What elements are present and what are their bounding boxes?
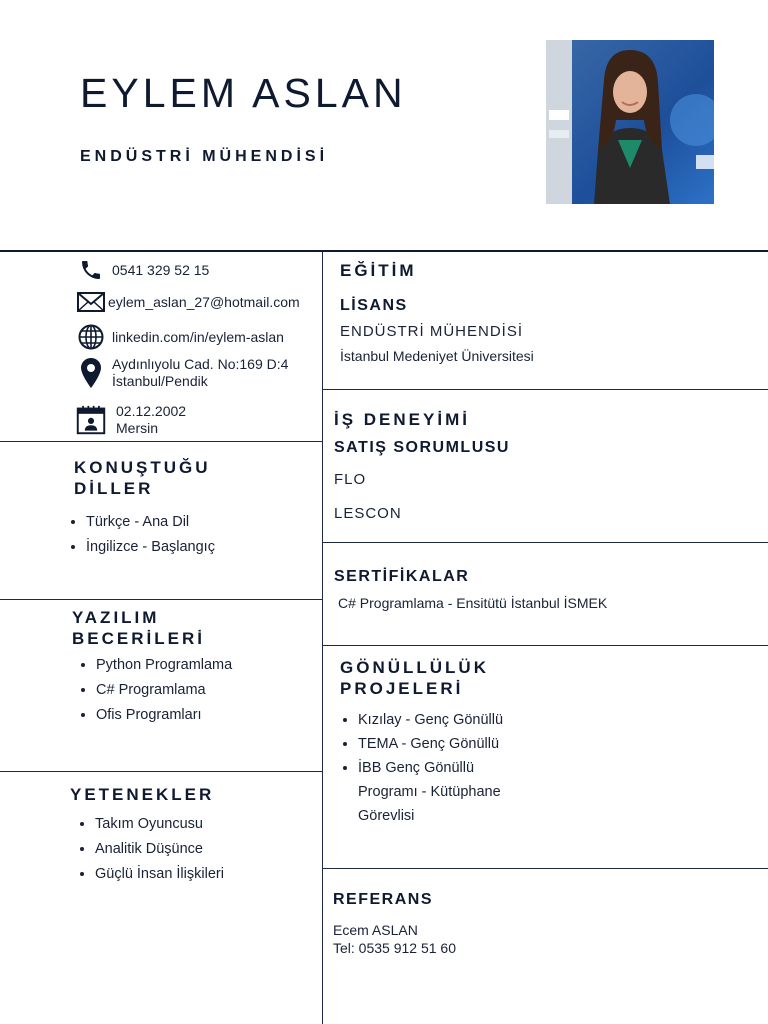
- software-title: [72, 607, 205, 649]
- volunteer-list: [340, 708, 528, 828]
- divider-certificates: [322, 645, 768, 646]
- volunteer-title-line1: GÖNÜLLÜLÜK: [340, 658, 489, 677]
- contact-linkedin[interactable]: [76, 323, 284, 351]
- list-item: • Ofis Programları: [96, 703, 232, 728]
- reference-name: Ecem ASLAN: [333, 922, 418, 938]
- education-school: İstanbul Medeniyet Üniversitesi: [340, 348, 534, 364]
- list-item: • Python Programlama: [96, 653, 232, 678]
- software-list: [78, 653, 232, 728]
- list-item: • İngilizce - Başlangıç: [86, 535, 215, 560]
- list-item: • C# Programlama: [96, 678, 232, 703]
- location-pin-icon: [76, 355, 106, 391]
- software-title-line2: BECERİLERİ: [72, 629, 205, 648]
- languages-title-line2: DİLLER: [74, 479, 154, 498]
- abilities-title: YETENEKLER: [70, 785, 215, 804]
- list-item: • Analitik Düşünce: [95, 837, 224, 862]
- address-text: [112, 356, 288, 390]
- experience-company: LESCON: [334, 505, 402, 522]
- reference-phone: Tel: 0535 912 51 60: [333, 940, 456, 956]
- linkedin-text[interactable]: linkedin.com/in/eylem-aslan: [112, 329, 284, 345]
- languages-title-line1: KONUŞTUĞU: [74, 458, 211, 477]
- contact-address: [76, 355, 288, 391]
- header-divider: [0, 250, 768, 252]
- reference-title: REFERANS: [333, 891, 434, 908]
- software-title-line1: YAZILIM: [72, 608, 160, 627]
- languages-list: [68, 510, 215, 560]
- divider-experience: [322, 542, 768, 543]
- person-name: EYLEM ASLAN: [80, 70, 407, 116]
- phone-text: 0541 329 52 15: [112, 262, 210, 278]
- contact-email[interactable]: [76, 288, 300, 316]
- list-item: • TEMA - Genç Gönüllü: [358, 732, 528, 756]
- email-text[interactable]: eylem_aslan_27@hotmail.com: [108, 294, 300, 310]
- list-item: • Türkçe - Ana Dil: [86, 510, 215, 535]
- abilities-list: [77, 812, 224, 887]
- languages-title: [74, 457, 211, 499]
- divider-volunteer: [322, 868, 768, 869]
- contact-phone: [76, 256, 209, 284]
- divider-contact: [0, 441, 322, 442]
- profile-photo: [546, 40, 714, 204]
- experience-title: İŞ DENEYİMİ: [334, 410, 470, 429]
- calendar-user-icon: [76, 403, 106, 437]
- education-degree: LİSANS: [340, 297, 408, 314]
- divider-languages: [0, 599, 322, 600]
- envelope-icon: [76, 288, 106, 316]
- experience-company: FLO: [334, 471, 367, 488]
- volunteer-title-line2: PROJELERİ: [340, 679, 464, 698]
- certificate-item: C# Programlama - Ensitütü İstanbul İSMEK: [338, 595, 608, 611]
- globe-icon: [76, 323, 106, 351]
- address-line2: İstanbul/Pendik: [112, 373, 208, 389]
- address-line1: Aydınlıyolu Cad. No:169 D:4: [112, 356, 289, 372]
- divider-education: [322, 389, 768, 390]
- divider-software: [0, 771, 322, 772]
- list-item: • İBB Genç Gönüllü Programı - Kütüphane Görevlisi: [358, 756, 528, 828]
- list-item: • Güçlü İnsan İlişkileri: [95, 862, 224, 887]
- job-title: ENDÜSTRİ MÜHENDİSİ: [80, 148, 329, 165]
- phone-icon: [76, 256, 106, 284]
- contact-birth: [76, 403, 186, 437]
- list-item: • Takım Oyuncusu: [95, 812, 224, 837]
- birth-date: 02.12.2002: [116, 403, 187, 419]
- birth-text: [116, 403, 186, 437]
- volunteer-title: [340, 657, 489, 699]
- education-title: EĞİTİM: [340, 261, 417, 280]
- birth-place: Mersin: [116, 420, 159, 436]
- certificates-title: SERTİFİKALAR: [334, 568, 470, 585]
- list-item: • Kızılay - Genç Gönüllü: [358, 708, 528, 732]
- column-divider: [322, 251, 323, 1024]
- education-department: ENDÜSTRİ MÜHENDİSİ: [340, 323, 524, 340]
- experience-role: SATIŞ SORUMLUSU: [334, 439, 510, 456]
